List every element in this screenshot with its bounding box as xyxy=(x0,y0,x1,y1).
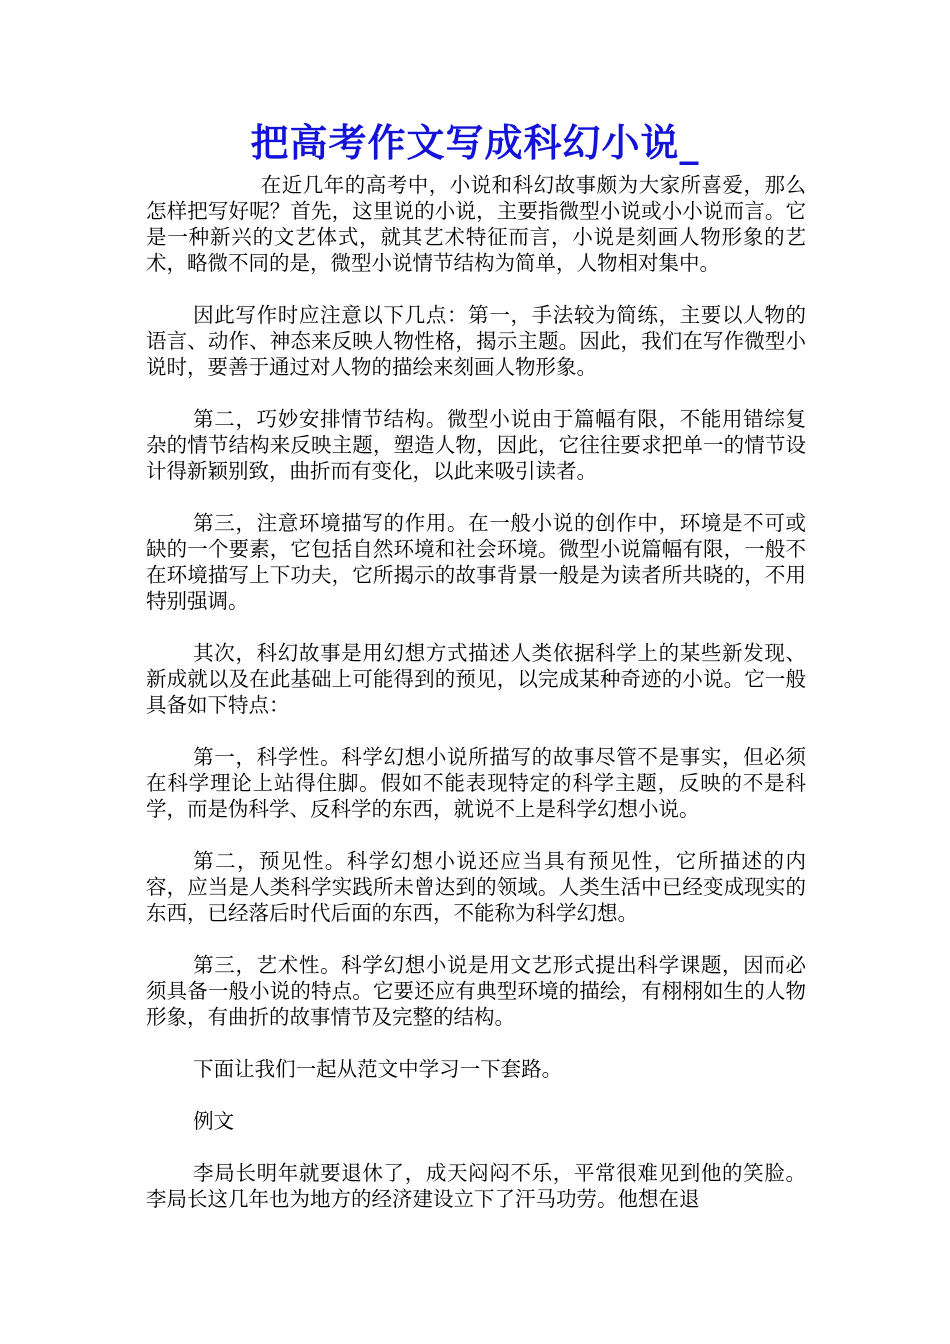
paragraph-environment: 第三，注意环境描写的作用。在一般小说的创作中，环境是不可或缺的一个要素，它包括自然环境和社会环境。微型小说篇幅有限，一般不在环境描写上下功夫，它所揭示的故事背景一般是为读者所共晓的，不用特别强调。 xyxy=(146,511,806,613)
paragraph-intro: 在近几年的高考中，小说和科幻故事颇为大家所喜爱，那么怎样把写好呢？首先，这里说的小说，主要指微型小说或小小说而言。它是一种新兴的文艺体式，就其艺术特征而言，小说是刻画人物形象的艺术，略微不同的是，微型小说情节结构为简单，人物相对集中。 xyxy=(146,173,806,275)
paragraph-example-text: 李局长明年就要退休了，成天闷闷不乐，平常很难见到他的笑脸。李局长这几年也为地方的经济建设立下了汗马功劳。他想在退 xyxy=(146,1161,806,1211)
paragraph-scientific: 第一，科学性。科学幻想小说所描写的故事尽管不是事实，但必须在科学理论上站得住脚。假如不能表现特定的科学主题，反映的不是科学，而是伪科学、反科学的东西，就说不上是科学幻想小说。 xyxy=(146,745,806,821)
document-title: 把高考作文写成科幻小说_ xyxy=(250,120,700,165)
paragraph-transition: 下面让我们一起从范文中学习一下套路。 xyxy=(193,1057,563,1081)
paragraph-artistic: 第三，艺术性。科学幻想小说是用文艺形式提出科学课题，因而必须具备一般小说的特点。它要还应有典型环境的描绘，有栩栩如生的人物形象，有曲折的故事情节及完整的结构。 xyxy=(146,953,806,1029)
document-body xyxy=(146,172,806,1238)
paragraph-plot-structure: 第二，巧妙安排情节结构。微型小说由于篇幅有限，不能用错综复杂的情节结构来反映主题，塑造人物，因此，它往往要求把单一的情节设计得新颖别致，曲折而有变化，以此来吸引读者。 xyxy=(146,407,806,483)
paragraph-writing-tips: 因此写作时应注意以下几点：第一，手法较为简练，主要以人物的语言、动作、神态来反映人物性格，揭示主题。因此，我们在写作微型小说时，要善于通过对人物的描绘来刻画人物形象。 xyxy=(146,303,806,379)
paragraph-example-heading: 例文 xyxy=(193,1109,235,1133)
paragraph-sci-fi-definition: 其次，科幻故事是用幻想方式描述人类依据科学上的某些新发现、新成就以及在此基础上可能得到的预见，以完成某种奇迹的小说。它一般具备如下特点： xyxy=(146,641,806,717)
paragraph-predictive: 第二，预见性。科学幻想小说还应当具有预见性，它所描述的内容，应当是人类科学实践所未曾达到的领域。人类生活中已经变成现实的东西，已经落后时代后面的东西，不能称为科学幻想。 xyxy=(146,849,806,925)
